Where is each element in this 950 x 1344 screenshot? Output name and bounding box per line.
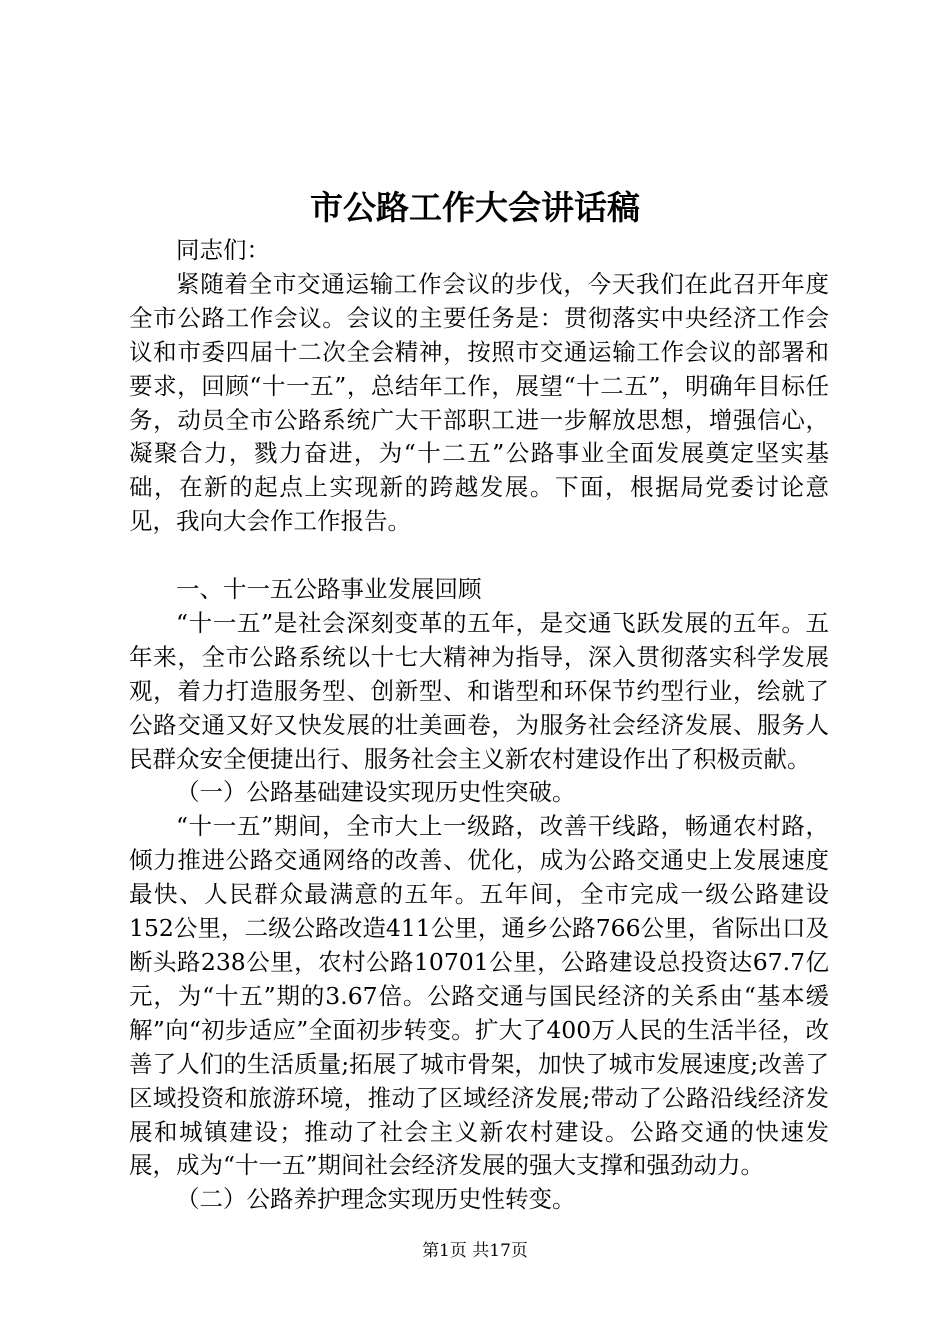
salutation-paragraph: 同志们： (176, 236, 270, 264)
body-paragraph: “十一五”期间，全市大上一级路，改善干线路，畅通农村路，倾力推进公路交通网络的改善、优化，成为公路交通史上发展速度最快、人民群众最满意的五年。五年间，全市完成一级公路建设152公里，二级公路改造411公里，通乡公路766公里，省际出口及断头路238公里，农村公路10701公里，公路建设总投资达67.7亿元，为“十五”期的3.67倍。公路交通与国民经济的关系由“基本缓解”向“初步适应”全面初步转变。扩大了400万人民的生活半径，改善了人们的生活质量;拓展了城市骨架，加快了城市发展速度;改善了区域投资和旅游环境，推动了区域经济发展;带动了公路沿线经济发展和城镇建设；推动了社会主义新农村建设。公路交通的快速发展，成为“十一五”期间社会经济发展的强大支撑和强劲动力。 (129, 812, 829, 1180)
body-paragraph: “十一五”是社会深刻变革的五年，是交通飞跃发展的五年。五年来，全市公路系统以十七大精神为指导，深入贯彻落实科学发展观，着力打造服务型、创新型、和谐型和环保节约型行业，绘就了公路交通又好又快发展的壮美画卷，为服务社会经济发展、服务人民群众安全便捷出行、服务社会主义新农村建设作出了积极贡献。 (129, 608, 829, 773)
section-heading: 一、十一五公路事业发展回顾 (176, 575, 482, 604)
page-title: 市公路工作大会讲话稿 (310, 188, 640, 227)
subsection-heading: （二）公路养护理念实现历史性转变。 (176, 1185, 576, 1214)
document-body (129, 234, 829, 1217)
page-number-footer: 第1页 共17页 (422, 1241, 528, 1261)
subsection-heading: （一）公路基础建设实现历史性突破。 (176, 778, 576, 807)
intro-paragraph: 紧随着全市交通运输工作会议的步伐，今天我们在此召开年度全市公路工作会议。会议的主要任务是：贯彻落实中央经济工作会议和市委四届十二次全会精神，按照市交通运输工作会议的部署和要求，回顾“十一五”，总结年工作，展望“十二五”，明确年目标任务，动员全市公路系统广大干部职工进一步解放思想，增强信心，凝聚合力，戮力奋进，为“十二五”公路事业全面发展奠定坚实基础，在新的起点上实现新的跨越发展。下面，根据局党委讨论意见，我向大会作工作报告。 (129, 269, 829, 536)
